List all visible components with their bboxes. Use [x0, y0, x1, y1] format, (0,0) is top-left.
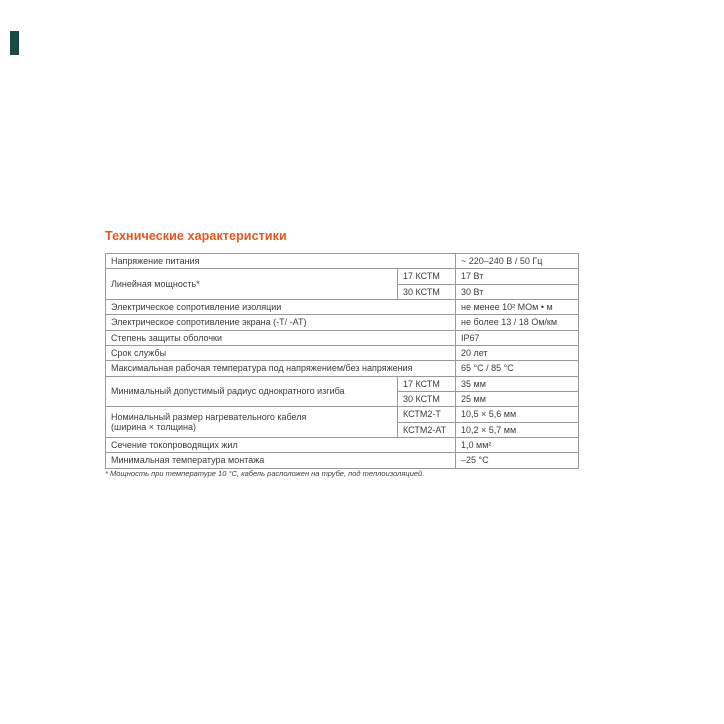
param-cell: Сечение токопроводящих жил: [106, 438, 456, 453]
value-cell: 65 °С / 85 °С: [456, 361, 579, 376]
table-row: [106, 346, 579, 361]
table-row: [106, 407, 579, 422]
corner-mark: [10, 31, 19, 55]
table-row: [106, 300, 579, 315]
table-row: [106, 361, 579, 376]
table-row: [106, 269, 579, 284]
variant-cell: 17 КСТМ: [398, 376, 456, 391]
table-row: [106, 330, 579, 345]
value-cell: 10,2 × 5,7 мм: [456, 422, 579, 437]
table-row: [106, 254, 579, 269]
spec-table: [105, 253, 579, 469]
variant-cell: КСТМ2-АТ: [398, 422, 456, 437]
param-cell: Максимальная рабочая температура под напряжением/без напряжения: [106, 361, 456, 376]
param-cell: Минимальный допустимый радиус однократного изгиба: [106, 376, 398, 407]
variant-cell: 30 КСТМ: [398, 284, 456, 299]
param-line-2: (ширина × толщина): [111, 422, 196, 433]
param-cell: Минимальная температура монтажа: [106, 453, 456, 468]
variant-cell: 30 КСТМ: [398, 392, 456, 407]
param-cell: Степень защиты оболочки: [106, 330, 456, 345]
page-title: Технические характеристики: [105, 229, 287, 243]
value-cell: 17 Вт: [456, 269, 579, 284]
value-cell: не менее 10² МОм • м: [456, 300, 579, 315]
param-cell: Линейная мощность*: [106, 269, 398, 300]
value-cell: 35 мм: [456, 376, 579, 391]
variant-cell: 17 КСТМ: [398, 269, 456, 284]
value-cell: 10,5 × 5,6 мм: [456, 407, 579, 422]
table-row: [106, 376, 579, 391]
table-row: [106, 453, 579, 468]
param-cell: Электрическое сопротивление изоляции: [106, 300, 456, 315]
param-cell: Электрическое сопротивление экрана (-Т/ -АТ): [106, 315, 456, 330]
value-cell: ~ 220–240 В / 50 Гц: [456, 254, 579, 269]
table-row: [106, 438, 579, 453]
value-cell: 30 Вт: [456, 284, 579, 299]
value-cell: 25 мм: [456, 392, 579, 407]
value-cell: –25 °С: [456, 453, 579, 468]
param-cell: Срок службы: [106, 346, 456, 361]
value-cell: IP67: [456, 330, 579, 345]
param-cell: [106, 407, 398, 438]
value-cell: 20 лет: [456, 346, 579, 361]
variant-cell: КСТМ2-Т: [398, 407, 456, 422]
table-row: [106, 315, 579, 330]
param-cell: Напряжение питания: [106, 254, 456, 269]
value-cell: не более 13 / 18 Ом/км: [456, 315, 579, 330]
value-cell: 1,0 мм²: [456, 438, 579, 453]
footnote: * Мощность при температуре 10 °С, кабель расположен на трубе, под теплоизоляцией.: [105, 469, 425, 478]
param-line-1: Номинальный размер нагревательного кабеля: [111, 411, 307, 422]
